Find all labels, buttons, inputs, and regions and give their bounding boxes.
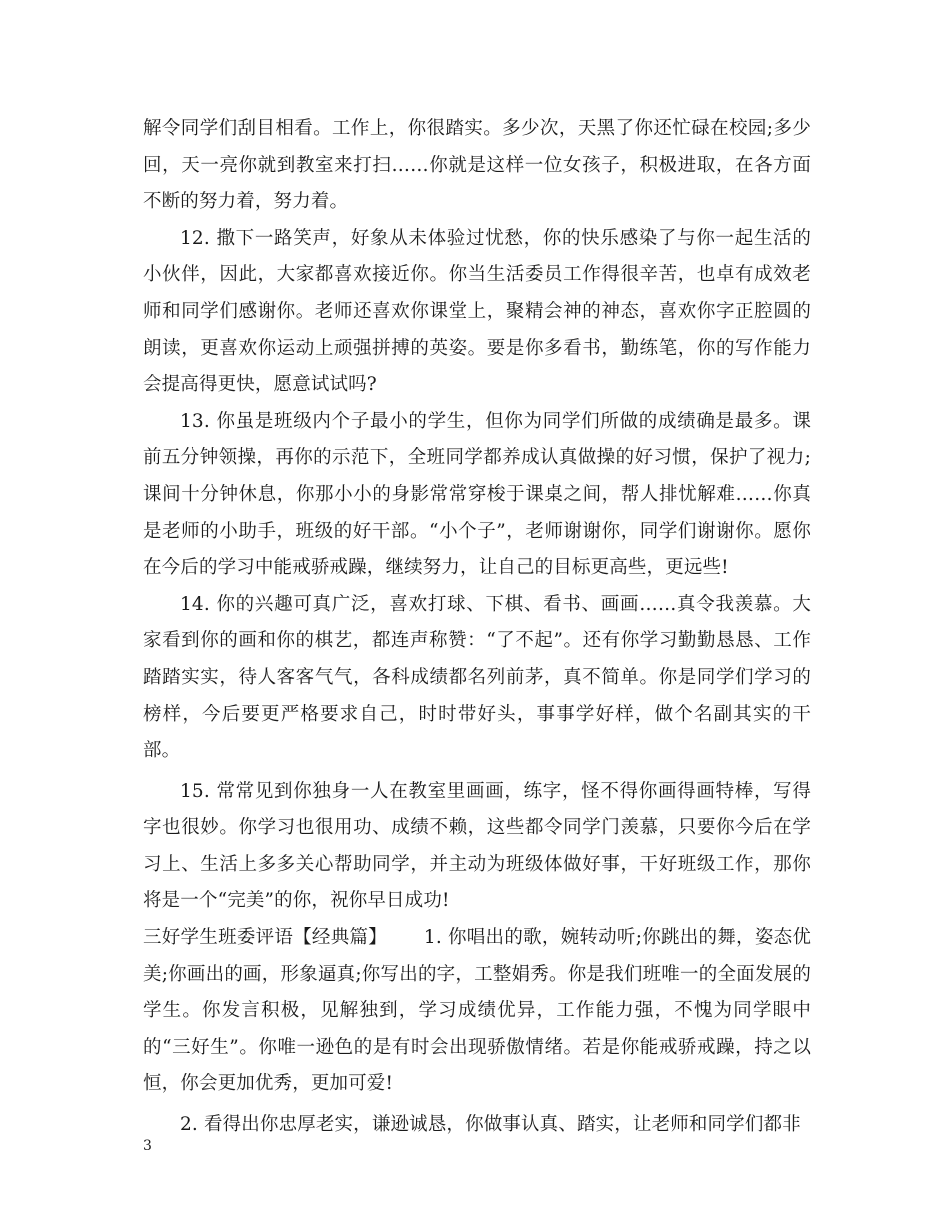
section-item-2: 2. 看得出你忠厚老实，谦逊诚恳，你做事认真、踏实，让老师和同学们都非: [180, 1114, 801, 1136]
paragraph-12: 12. 撒下一路笑声，好象从未体验过忧愁，你的快乐感染了与你一起生活的小伙伴，因此，大家都喜欢接近你。你当生活委员工作得很辛苦，也卓有成效老师和同学们感谢你。老师还喜欢你课堂上，聚精会神的神态，喜欢你字正腔圆的朗读，更喜欢你运动上顽强拼搏的英姿。要是你多看书，勤练笔，你的写作能力会提高得更快，愿意试试吗?: [143, 227, 811, 396]
paragraph-14: 14. 你的兴趣可真广泛，喜欢打球、下棋、看书、画画……真令我羡慕。大家看到你的画和你的棋艺，都连声称赞：“了不起”。还有你学习勤勤恳恳、工作踏踏实实，待人客客气气，各科成绩都名列前茅，真不简单。你是同学们学习的榜样，今后要更严格要求自己，时时带好头，事事学好样，做个名副其实的干部。: [143, 593, 811, 762]
paragraph-13: 13. 你虽是班级内个子最小的学生，但你为同学们所做的成绩确是最多。课前五分钟领操，再你的示范下，全班同学都养成认真做操的好习惯，保护了视力;课间十分钟休息，你那小小的身影常常穿梭于课桌之间，帮人排忧解难……你真是老师的小助手，班级的好干部。“小个子”，老师谢谢你，同学们谢谢你。愿你在今后的学习中能戒骄戒躁，继续努力，让自己的目标更高些，更远些!: [143, 410, 811, 579]
section-item-1: 1. 你唱出的歌，婉转动听;你跳出的舞，姿态优美;你画出的画，形象逼真;你写出的字，工整娟秀。你是我们班唯一的全面发展的学生。你发言积极，见解独到，学习成绩优异，工作能力强，不愧为同学眼中的“三好生”。你唯一逊色的是有时会出现骄傲情绪。若是你能戒骄戒躁，持之以恒，你会更加优秀，更加可爱!: [143, 927, 812, 1095]
section-heading: 三好学生班委评语【经典篇】: [143, 927, 387, 949]
paragraph-15: 15. 常常见到你独身一人在教室里画画，练字，怪不得你画得画特棒，写得字也很妙。你学习也很用功、成绩不赖，这些都令同学门羡慕，只要你今后在学习上、生活上多多关心帮助同学，并主动为班级体做好事，干好班级工作，那你将是一个“完美”的你，祝你早日成功!: [143, 780, 811, 912]
paragraph-11-continued: 解令同学们刮目相看。工作上，你很踏实。多少次，天黑了你还忙碌在校园;多少回，天一亮你就到教室来打扫……你就是这样一位女孩子，积极进取，在各方面不断的努力着，努力着。: [143, 118, 811, 213]
document-body: [143, 111, 811, 1144]
page-number: 3: [143, 1138, 152, 1154]
section-heading-and-item-1: [143, 920, 811, 1103]
